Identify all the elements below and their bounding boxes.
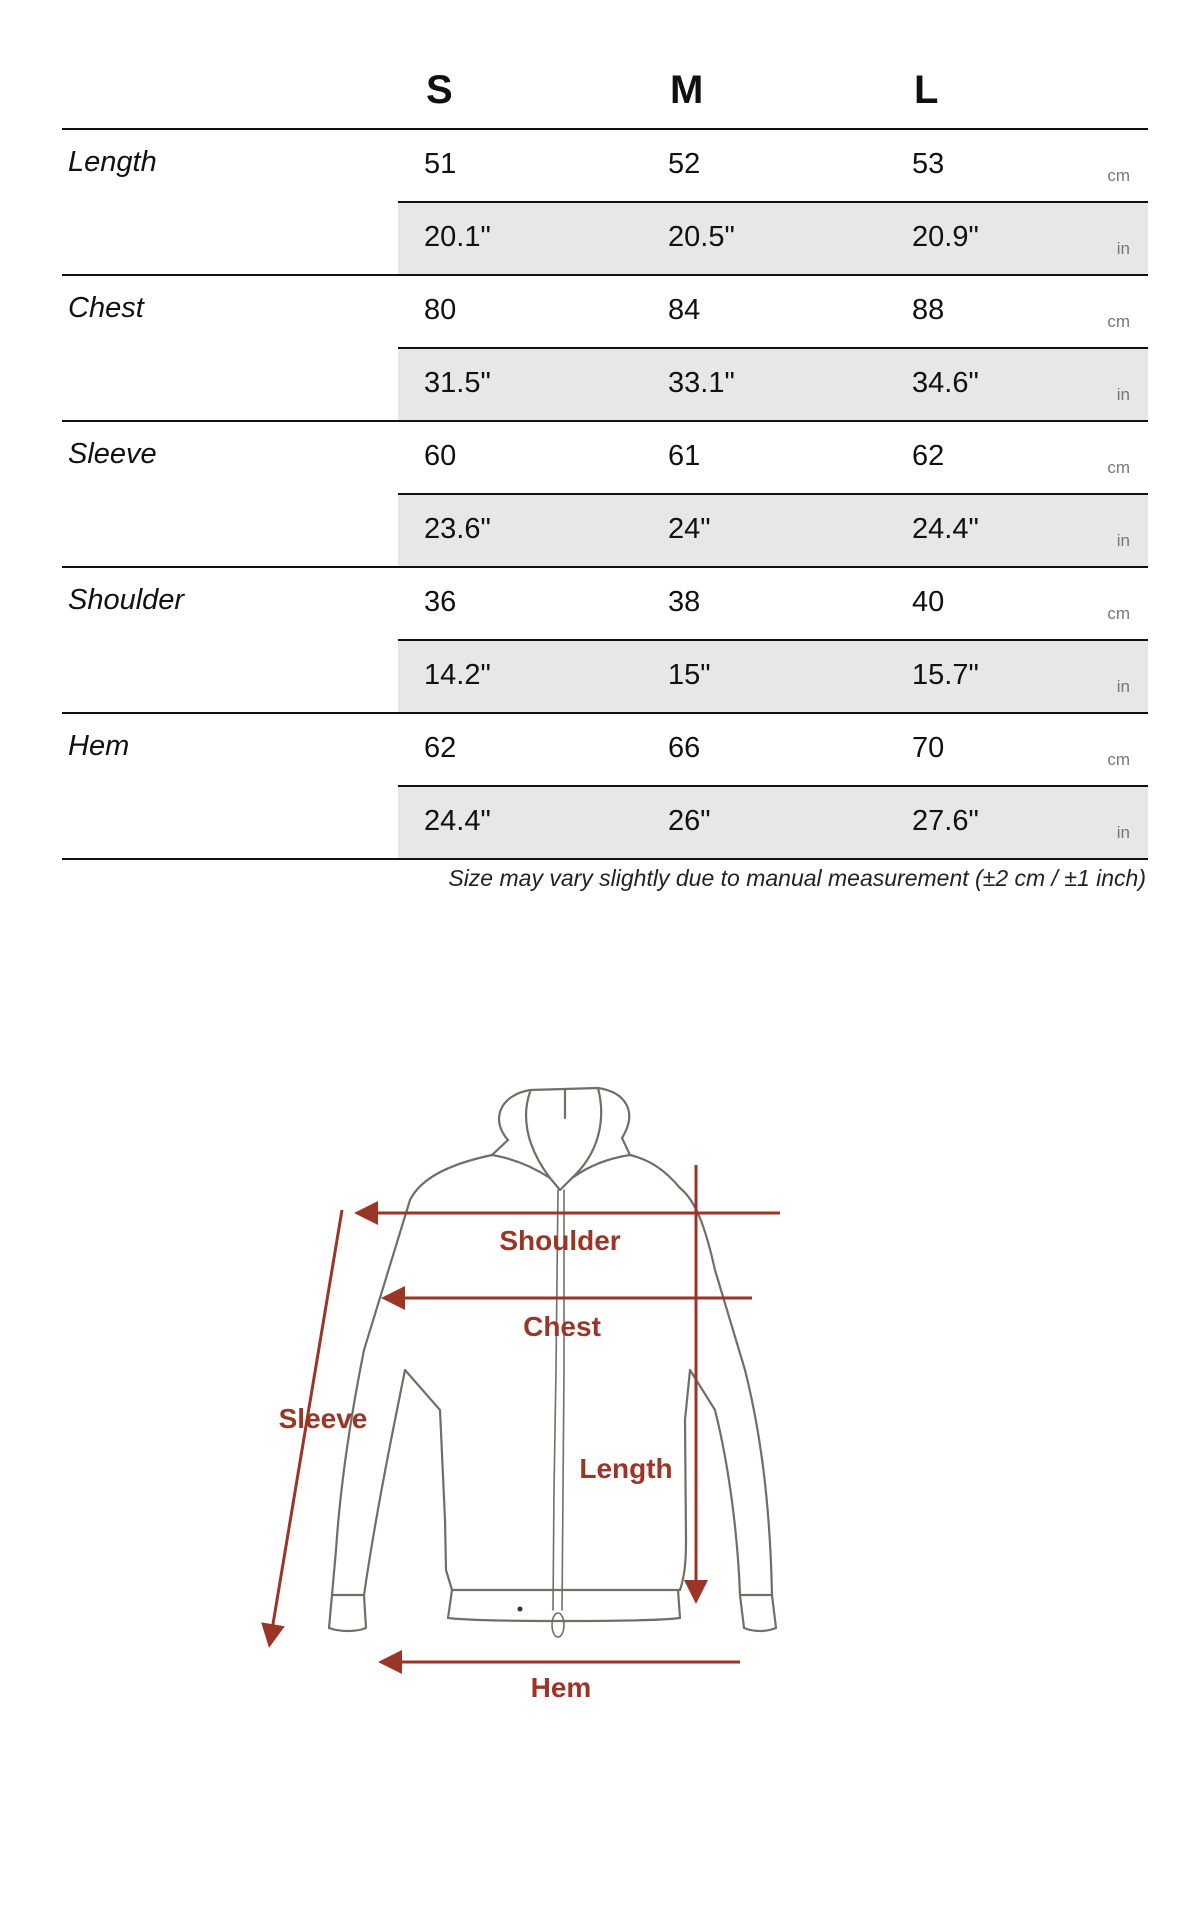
inch-row [398,495,1148,566]
measurement-group-hem [62,714,1148,860]
unit-label-cm: cm [1107,166,1130,185]
measurement-group-shoulder [62,568,1148,714]
sleeve-label: Sleeve [278,1403,368,1434]
unit-label-in: in [1116,239,1130,258]
value-cell: 20.1" [424,221,491,253]
value-cell: 61 [668,440,701,472]
length-label: Length [579,1453,673,1484]
value-cell: 88 [912,294,945,326]
measurement-group-length [62,130,1148,276]
value-cell: 80 [424,294,457,326]
cm-row [398,422,1148,495]
chest-label: Chest [523,1311,601,1342]
value-cell: 62 [912,440,945,472]
value-cell: 51 [424,148,457,180]
value-cell: 31.5" [424,367,491,399]
unit-label-in: in [1116,531,1130,550]
hoodie-illustration [260,1070,860,1710]
value-cell: 34.6" [912,367,979,399]
inch-row [398,787,1148,858]
inch-row [398,203,1148,274]
hood-outline [492,1088,630,1190]
cm-row [398,568,1148,641]
hood-inner-line [526,1092,550,1178]
value-cell: 60 [424,440,457,472]
value-cell: 15" [668,659,711,691]
value-cell: 40 [912,586,945,618]
cm-row [398,130,1148,203]
cm-row [398,276,1148,349]
value-cell: 38 [668,586,701,618]
value-cell: 24.4" [912,513,979,545]
unit-label-cm: cm [1107,750,1130,769]
hem-label: Hem [530,1672,592,1703]
waistband-mark [518,1607,523,1612]
measurement-label: Length [68,146,157,178]
measurement-disclaimer: Size may vary slightly due to manual measurement (±2 cm / ±1 inch) [448,865,1146,891]
measurement-label: Shoulder [68,584,185,616]
size-header-s: S [426,68,453,112]
value-cell: 20.9" [912,221,979,253]
value-cell: 24.4" [424,805,491,837]
hoodie-outline [329,1088,776,1637]
right-cuff [740,1595,776,1631]
value-cell: 23.6" [424,513,491,545]
value-cell: 62 [424,732,457,764]
inch-row [398,641,1148,712]
unit-label-cm: cm [1107,458,1130,477]
measurement-label: Sleeve [68,438,157,470]
value-cell: 66 [668,732,701,764]
left-cuff [329,1595,366,1631]
value-cell: 24" [668,513,711,545]
value-cell: 14.2" [424,659,491,691]
unit-label-in: in [1116,677,1130,696]
body-outline [332,1155,772,1595]
value-cell: 70 [912,732,945,764]
measurement-label: Chest [68,292,144,324]
value-cell: 52 [668,148,701,180]
unit-label-in: in [1116,823,1130,842]
measurement-group-chest [62,276,1148,422]
value-cell: 26" [668,805,711,837]
measurement-label: Hem [68,730,130,762]
measurement-group-sleeve [62,422,1148,568]
size-header-row [62,40,1148,130]
size-chart-table [62,40,1148,860]
hoodie-measurement-diagram [260,1070,860,1710]
shoulder-label: Shoulder [499,1225,621,1256]
unit-label-cm: cm [1107,312,1130,331]
value-cell: 27.6" [912,805,979,837]
value-cell: 15.7" [912,659,979,691]
value-cell: 36 [424,586,457,618]
waistband-outline [448,1590,680,1621]
zipper-pull [552,1613,564,1637]
inch-row [398,349,1148,420]
value-cell: 53 [912,148,945,180]
value-cell: 84 [668,294,701,326]
value-cell: 33.1" [668,367,735,399]
size-header-l: L [914,68,939,112]
size-header-m: M [670,68,704,112]
unit-label-cm: cm [1107,604,1130,623]
value-cell: 20.5" [668,221,735,253]
cm-row [398,714,1148,787]
unit-label-in: in [1116,385,1130,404]
